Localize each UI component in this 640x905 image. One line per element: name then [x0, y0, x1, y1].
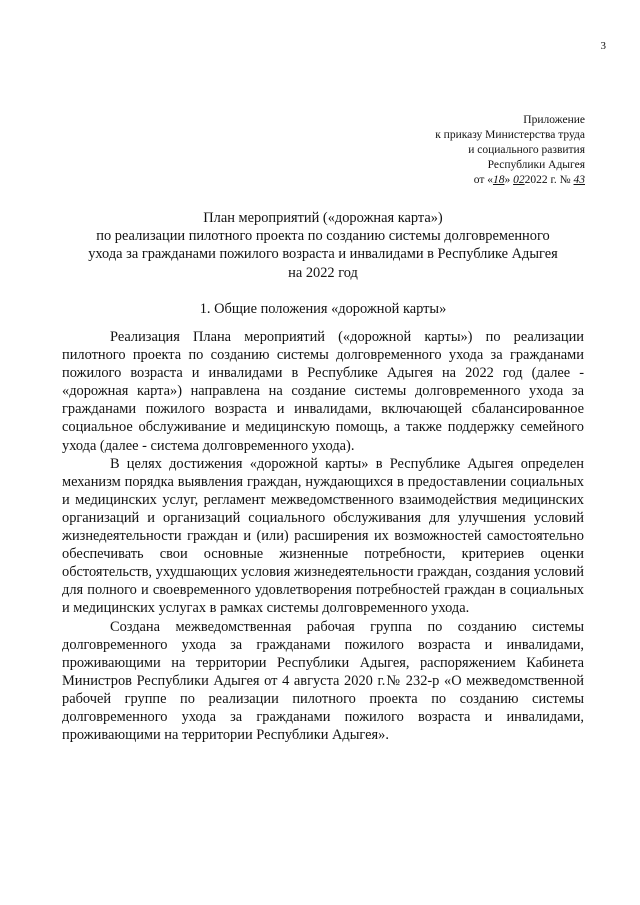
date-mid: » — [504, 174, 511, 186]
paragraph: Реализация Плана мероприятий («дорожной карты») по реализации пилотного проекта по созданию системы долговременного ухода за гражданами пожилого возраста и инвалидами в Республике Адыгея на 2022 год (далее - «дорожная карта») направлена на создание системы долговременного ухода за гражданами пожилого возраста и инвалидами, включающей сбалансированное социальное обслуживание и медицинскую помощь, а также поддержку семейного ухода (далее - система долговременного ухода). — [62, 329, 584, 454]
annex-date-line — [360, 173, 585, 188]
annex-line: Республики Адыгея — [487, 159, 585, 171]
title-line: на 2022 год — [288, 264, 358, 281]
annex-line: Приложение — [523, 114, 585, 126]
paragraph: Создана межведомственная рабочая группа по созданию системы долговременного ухода за гражданами пожилого возраста и инвалидами, проживающими на территории Республики Адыгея, распоряжением Кабинета Министров Республики Адыгея от 4 августа 2020 г.№ 232-р «О межведомственной рабочей группе по реализации пилотного проекта по созданию системы долговременного ухода за гражданами пожилого возраста и инвалидами, проживающими на территории Республики Адыгея». — [62, 618, 584, 744]
date-suffix: 2022 г. № — [524, 174, 571, 186]
date-day: 18 — [492, 174, 505, 186]
title-line: План мероприятий («дорожная карта») — [203, 210, 443, 226]
page-number: 3 — [600, 40, 606, 52]
order-number: 43 — [573, 174, 585, 186]
document-title — [62, 209, 584, 282]
annex-line: и социального развития — [468, 144, 585, 156]
date-month: 02 — [513, 174, 525, 186]
body-text — [62, 328, 584, 744]
paragraph: В целях достижения «дорожной карты» в Республике Адыгея определен механизм порядка выявления граждан, нуждающихся в предоставлении социальных и медицинских услуг, регламент межведомственного взаимодействия медицинских организаций и организаций социального обслуживания для улучшения условий жизнедеятельности граждан и (или) расширения их возможностей самостоятельно обеспечивать свои основные жизненные потребности, критериев оценки обстоятельств, ухудшающих условия жизнедеятельности граждан, создания условий для полного и своевременного удовлетворения потребностей граждан в социальных и медицинских услугах в рамках системы долговременного ухода. — [62, 455, 584, 617]
title-line: по реализации пилотного проекта по созданию системы долговременного — [96, 228, 550, 245]
section-title: 1. Общие положения «дорожной карты» — [199, 301, 447, 317]
annex-line: к приказу Министерства труда — [435, 129, 585, 141]
annex-block — [360, 113, 585, 188]
title-line: ухода за гражданами пожилого возраста и инвалидами в Республике Адыгея — [88, 246, 558, 263]
date-prefix: от « — [473, 174, 493, 186]
